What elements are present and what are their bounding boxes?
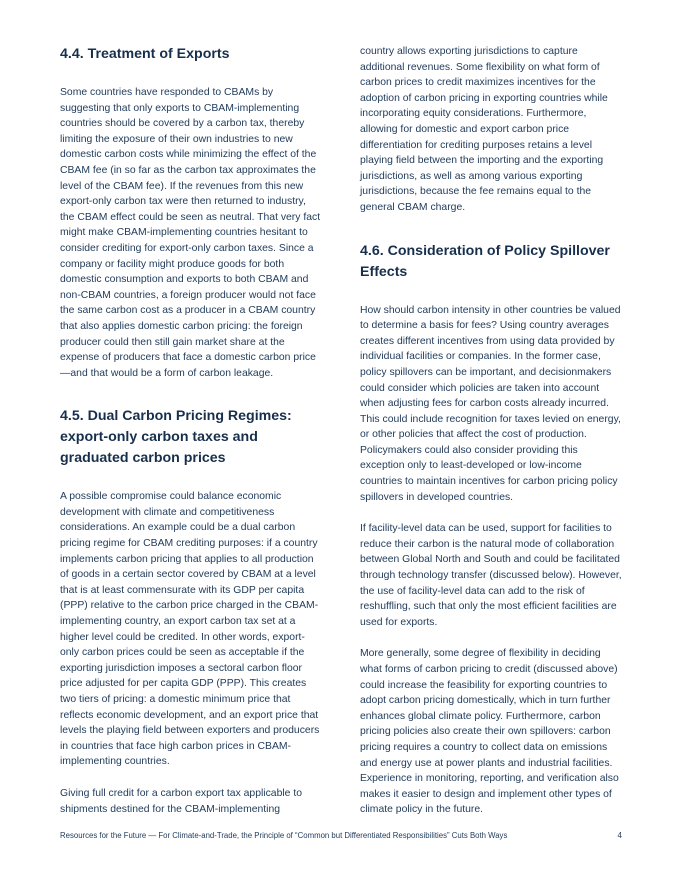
section-4-4-paragraph: Some countries have responded to CBAMs by suggesting that only exports to CBAM-implementing countries should be covered by a carbon tax, thereby limiting the exposure of their own industries to new domestic carbon costs while minimizing the effect of the CBAM fee (in so far as the carbon tax approximates the level of the CBAM fee). If the revenues from this new export-only carbon tax were then returned to industry, the CBAM effect could be seen as neutral. That very fact might make CBAM-implementing countries hesitant to consider crediting for export-only carbon taxes. Since a company or facility might produce goods for both domestic consumption and exports to both CBAM and non-CBAM countries, a foreign producer would not face the same carbon cost as a producer in a CBAM country that also applies domestic carbon pricing: the foreign producer could then still gain market share at the expense of producers that face a domestic carbon price—and that would be a form of carbon leakage. [60, 87, 321, 379]
section-4-6-paragraph-2: If facility-level data can be used, support for facilities to reduce their carbon is the natural mode of collaboration between Global North and South and could be facilitated through technology transfer (discussed below). However, the use of facility-level data can add to the risk of reshuffling, such that only the most efficient facilities are used for exports. [360, 523, 622, 628]
page-number: 4 [617, 831, 622, 840]
section-4-6-heading: 4.6. Consideration of Policy Spillover Effects [360, 242, 610, 280]
section-4-5-heading: 4.5. Dual Carbon Pricing Regimes: export-only carbon taxes and graduated carbon prices [60, 408, 292, 467]
footer-citation: Resources for the Future — For Climate-and-Trade, the Principle of “Common but Differentiated Responsibilities” Cuts Both Ways [60, 831, 508, 840]
section-4-5-paragraph: A possible compromise could balance economic development with climate and competitiveness considerations. An example could be a dual carbon pricing regime for CBAM crediting purposes: if a country implements carbon pricing that applies to all production of goods in a certain sector covered by CBAM at a level that is at least commensurate with its GDP per capita (PPP) relative to the carbon price charged in the CBAM-implementing country, an export carbon tax set at a higher level could be credited. In other words, export-only carbon prices could be seen as acceptable if the exporting jurisdiction imposes a sectoral carbon floor price adjusted for per capita GDP (PPP). This creates two tiers of pricing: a domestic minimum price that reflects economic development, and an export price that levels the playing field between exporters and producers in countries that face high carbon prices in CBAM-implementing countries. [60, 491, 320, 768]
right-column [360, 44, 622, 818]
section-4-4-heading: 4.4. Treatment of Exports [60, 46, 230, 62]
left-column [60, 44, 322, 817]
section-4-6-paragraph-3: More generally, some degree of flexibility in deciding what forms of carbon pricing to credit (discussed above) could increase the feasibility for exporting countries to adopt carbon pricing domestically, which in turn further enhances global climate policy. Furthermore, carbon pricing policies also create their own spillovers: carbon pricing requires a country to collect data on emissions and energy use at power plants and industrial facilities. Experience in monitoring, reporting, and verification also makes it easier to design and implement other types of climate policy in the future. [360, 648, 619, 816]
section-4-5-continued-paragraph: country allows exporting jurisdictions to capture additional revenues. Some flexibility on what form of carbon prices to credit maximizes incentives for the adoption of carbon pricing in exporting countries while incorporating equity considerations. Furthermore, allowing for domestic and export carbon price differentiation for crediting purposes retains a level playing field between the importing and the exporting jurisdictions, as well as among various exporting jurisdictions, because the fee remains equal to the general CBAM charge. [360, 46, 608, 213]
section-4-5-paragraph-2: Giving full credit for a carbon export tax applicable to shipments destined for the CBAM-implementing [60, 787, 302, 815]
section-4-6-paragraph-1: How should carbon intensity in other countries be valued to determine a basis for fees? Using country averages creates different incentives from using data provided by individual facilities or companies. In the former case, policy spillovers can be important, and decisionmakers could consider which policies are taken into account when adjusting fees for carbon costs already incurred. This could include recognition for taxes levied on energy, or other policies that affect the cost of production. Policymakers could also consider providing this exception only to least-developed or low-income countries to maintain incentives for carbon pricing policy spillovers in developed countries. [360, 304, 621, 503]
